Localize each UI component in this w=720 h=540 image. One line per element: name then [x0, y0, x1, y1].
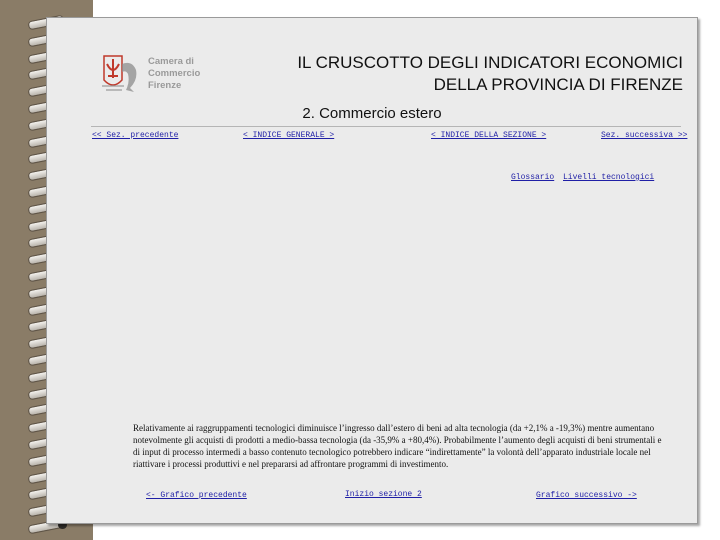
section-start-link[interactable]: Inizio sezione 2 [345, 490, 422, 499]
logo-line-1: Camera di Commercio [148, 56, 201, 79]
next-chart-link[interactable]: Grafico successivo -> [536, 491, 637, 500]
commentary-paragraph: Relativamente ai raggruppamenti tecnologici diminuisce l’ingresso dall’estero di beni ad alta tecnologia (da +2,1% a -19,3%) mentre aumentano notevolmente gli acquisti di prodotti a medio-bassa tecnologia (da -35,9% a +80,4%). Probabilmente l’aumento degli acquisti di beni strumentali e di input di processo intermedi a basso contenuto tecnologico potrebbero indicare “indirettamente” la volontà dell’apparato industriale locale nel riattivare i processi produttivi e nel prepararsi ad affrontare programmi di investimento. [133, 423, 662, 469]
general-index-link[interactable]: < INDICE GENERALE > [243, 131, 335, 140]
tech-levels-link[interactable]: Livelli tecnologici [563, 173, 655, 182]
logo-text [148, 56, 242, 92]
page-title-line-2: DELLA PROVINCIA DI FIRENZE [433, 75, 683, 94]
prev-section-link[interactable]: << Sez. precedente [92, 131, 179, 140]
page-title [243, 52, 683, 96]
page-title-line-1: IL CRUSCOTTO DEGLI INDICATORI ECONOMICI [297, 53, 683, 72]
logo-line-2: Firenze [148, 80, 182, 91]
prev-chart-link[interactable]: <- Grafico precedente [146, 491, 247, 500]
header-divider [91, 126, 681, 127]
glossary-link[interactable]: Glossario [511, 173, 555, 182]
chamber-of-commerce-logo [92, 50, 242, 96]
next-section-link[interactable]: Sez. successiva >> [601, 131, 688, 140]
florence-lily-icon [92, 50, 144, 96]
section-title: 2. Commercio estero [302, 105, 442, 122]
section-index-link[interactable]: < INDICE DELLA SEZIONE > [431, 131, 547, 140]
slide-page [46, 17, 698, 524]
